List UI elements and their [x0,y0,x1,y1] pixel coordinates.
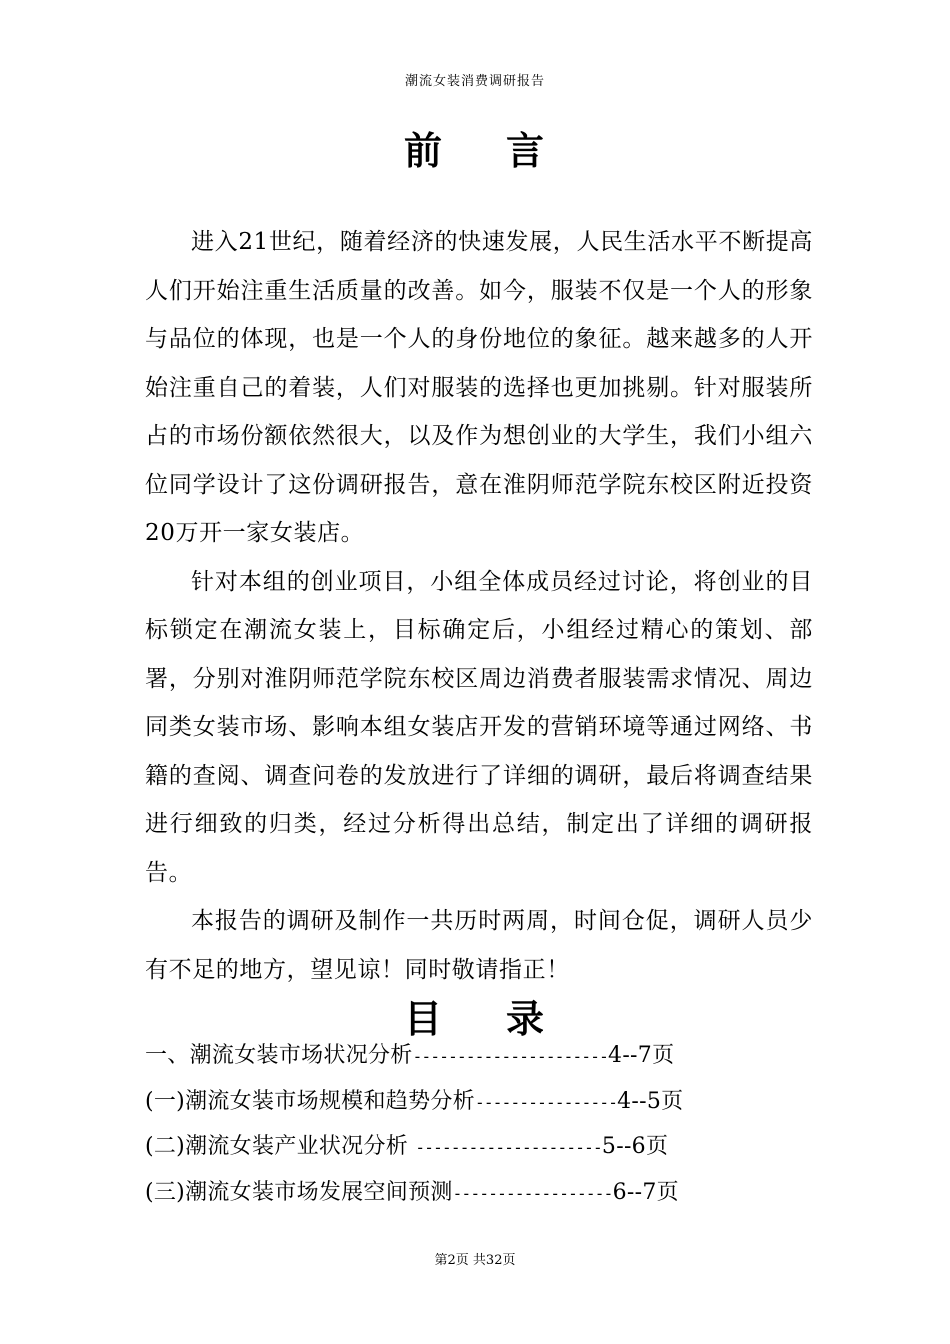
toc-entry-3[interactable] [145,1125,813,1171]
toc-entry-leader: ------------------ [452,1183,613,1203]
preface-title-char-2: 言 [506,128,547,173]
preface-paragraph-2: 针对本组的创业项目，小组全体成员经过讨论，将创业的目标锁定在潮流女装上，目标确定后，小组经过精心的策划、部署，分别对淮阴师范学院东校区周边消费者服装需求情况、周边同类女装市场、影响本组女装店开发的营销环境等通过网络、书籍的查阅、调查问卷的发放进行了详细的调研，最后将调查结果进行细致的归类，经过分析得出总结，制定出了详细的调研报告。 [145,568,813,886]
preface-body [145,218,813,994]
toc-title-char-1: 目 [403,996,444,1041]
toc-entry-pages: 4--7页 [608,1043,675,1068]
toc-title-char-2: 录 [506,996,547,1041]
toc-entry-pages: 6--7页 [612,1179,679,1205]
preface-title-char-1: 前 [403,128,444,173]
toc-entry-leader: ---------------- [474,1092,618,1112]
page-header: 潮流女装消费调研报告 [404,74,545,89]
toc-entry-pages: 4--5页 [617,1088,684,1114]
toc-entry-label: 一、潮流女装市场状况分析 [145,1043,413,1068]
toc-entry-label: (一)潮流女装市场规模和趋势分析 [145,1088,475,1114]
toc-entry-label: (二)潮流女装产业状况分析 [145,1134,416,1159]
preface-title [0,120,950,175]
toc-entry-1[interactable] [145,1034,813,1080]
toc-entry-4[interactable] [145,1171,813,1217]
preface-paragraph-3: 本报告的调研及制作一共历时两周，时间仓促，调研人员少有不足的地方，望见谅！同时敬请指正！ [145,908,813,983]
toc-entry-label: (三)潮流女装市场发展空间预测 [145,1179,453,1205]
toc-entry-leader: ---------------------- [412,1047,609,1066]
table-of-contents [145,1034,813,1216]
toc-entry-leader: --------------------- [415,1138,602,1157]
toc-entry-2[interactable] [145,1080,813,1126]
toc-entry-pages: 5--6页 [601,1134,669,1159]
page-footer: 第2页 共32页 [434,1253,516,1268]
preface-paragraph-1: 进入21世纪，随着经济的快速发展，人民生活水平不断提高人们开始注重生活质量的改善。如今，服装不仅是一个人的形象与品位的体现，也是一个人的身份地位的象征。越来越多的人开始注重自己的着装，人们对服装的选择也更加挑剔。针对服装所占的市场份额依然很大，以及作为想创业的大学生，我们小组六位同学设计了这份调研报告，意在淮阴师范学院东校区附近投资20万开一家女装店。 [145,229,813,546]
